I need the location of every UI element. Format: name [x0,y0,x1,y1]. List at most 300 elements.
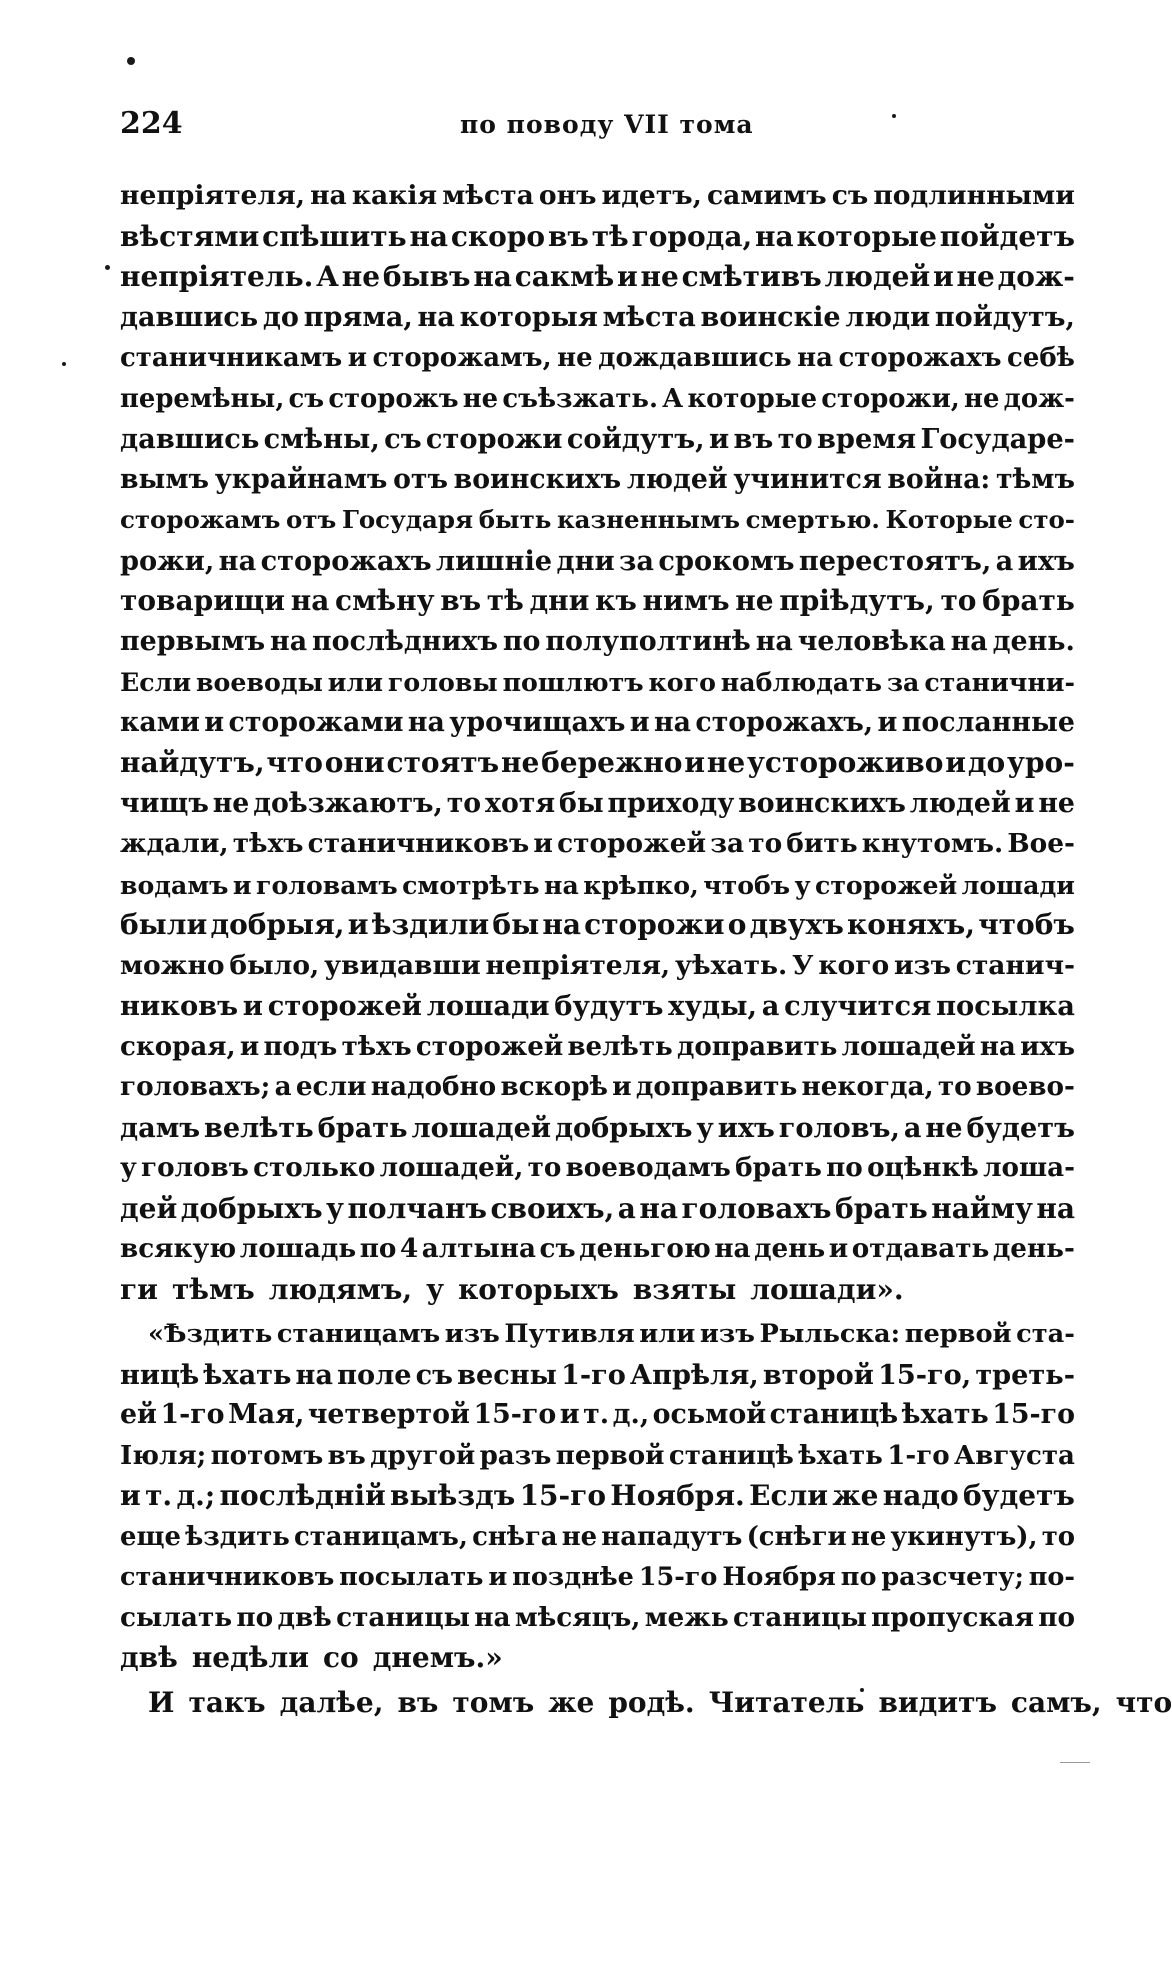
word: посылать [339,1562,484,1592]
word: пріѣдутъ, [779,584,935,617]
word: съ [384,423,422,455]
paragraph [120,1314,1075,1679]
word: бывъ [382,260,471,293]
word: мѣсяцъ, [514,1601,641,1633]
word: лошади». [750,1272,904,1306]
paragraph [120,1683,1172,1724]
word: на [270,625,308,657]
word: которые [687,383,818,414]
word: день. [992,625,1075,657]
word: ѣздить [185,1521,290,1552]
word: станицѣ [668,1440,794,1471]
word: увидавши [324,949,481,981]
word: станицамъ [276,1319,441,1349]
word: И [148,1685,175,1719]
word: «Ѣздить [148,1319,273,1349]
word: пошлютъ [502,667,644,697]
word: кого [648,667,716,697]
word: второй [762,1358,874,1391]
word: 1-го [560,1358,626,1391]
word: и [347,908,369,941]
word: Рыльска: [759,1319,901,1349]
word: тѣхъ [341,1031,412,1062]
word: и [828,1233,849,1264]
word: и [932,260,954,293]
print-speck [127,57,135,65]
word: было, [229,949,320,981]
word: людямъ, [268,1272,413,1306]
word: лошади [426,990,550,1022]
word: сторожахъ [260,544,432,577]
text-line [120,1314,1075,1355]
word: же [548,1685,595,1719]
word: недѣли [191,1641,309,1674]
word: непріятеля, [120,180,306,211]
text-line [120,419,1075,460]
print-scratch [1060,1762,1090,1763]
word: давшись [120,301,259,333]
text-line [120,662,1075,703]
body-text [120,176,1172,1723]
word: которыхъ [458,1272,619,1306]
word: на [654,706,692,738]
word: дождавшись [598,343,792,373]
word: ждали, [120,828,229,859]
word: сторожей [415,1031,564,1062]
word: по [840,1562,877,1592]
word: укинутъ), [890,1521,1038,1552]
text-line [120,946,1075,987]
word: къ [595,584,637,617]
text-line [120,1476,1075,1517]
text-line [120,1067,1075,1108]
word: и [488,1562,508,1592]
word: не [706,746,746,779]
word: на [979,1031,1016,1062]
word: сторожи [425,423,563,455]
word: украйнамъ [214,463,388,495]
word: станицамъ, [294,1521,468,1552]
word: то [940,584,977,617]
text-line [120,1148,1075,1189]
word: или [639,1319,696,1349]
word: (снѣги [746,1521,847,1552]
text-line [120,1108,1075,1149]
word: ѣхать [798,1440,883,1471]
word: головахъ [681,1191,832,1225]
word: можно [120,949,225,981]
word: будетъ [966,1111,1075,1144]
text-line [120,217,1075,258]
word: дни [529,584,590,617]
word: Если [120,667,192,697]
word: хотя [485,787,556,819]
word: не [561,1521,598,1552]
text-line [120,1638,1075,1679]
word: далѣе, [279,1685,384,1719]
word: сторожамъ [120,505,281,534]
word: станичниковъ [120,1562,335,1592]
word: онъ [538,180,597,211]
word: не [956,260,995,293]
word: брать [317,1111,408,1144]
word: въ [397,1685,439,1719]
word: не [557,343,593,373]
print-speck [105,265,110,270]
word: стоятъ [386,746,500,779]
text-line [120,1027,1075,1068]
word: 15-го, [877,1358,972,1391]
word: уѣхать. [674,949,788,981]
word: то [777,423,813,455]
word: изъ [444,1319,500,1349]
word: алтына [421,1233,536,1264]
word: У [792,949,814,981]
word: то [527,1152,562,1183]
word: лошадей [411,1111,552,1144]
word: на [714,1233,751,1264]
text-line [120,905,1075,946]
word: воинскіе [700,301,841,333]
word: т. [145,1479,173,1512]
text-line [120,986,1075,1027]
word: двухъ [749,908,844,941]
word: съѣзжать. [502,383,658,414]
text-line [120,743,1075,784]
text-line [120,1355,1075,1396]
word: ницѣ [120,1358,200,1391]
word: и [612,1071,632,1102]
word: у [120,1152,137,1183]
word: Ноября [722,1562,836,1592]
text-line [120,1229,1075,1270]
word: кого [818,949,890,981]
word: смотрѣть [402,869,540,900]
word: съ [288,383,325,414]
word: на [218,544,257,577]
word: сторожахъ [838,343,1002,373]
word: ей [120,1399,157,1430]
word: или [327,667,384,697]
word: на [310,180,347,211]
word: за [710,828,745,859]
word: найдутъ, [120,746,265,779]
word: разъ [479,1440,552,1471]
word: не [640,260,679,293]
word: доправить [635,1071,798,1102]
word: мѣста [442,180,534,211]
word: бить [786,828,858,859]
text-line [120,257,1075,298]
word: станицѣ [769,1399,899,1430]
word: лошадь [239,1233,357,1264]
word: до [967,746,1006,779]
word: наблюдать [720,667,883,697]
word: Мая, [228,1399,305,1430]
word: чтобъ [703,869,791,900]
word: крѣпко, [583,869,699,900]
word: и [629,706,650,738]
word: деньгою [579,1233,711,1264]
word: 15-го [638,1562,718,1592]
word: четвертой [307,1399,470,1430]
page-header [120,106,1075,146]
word: бы [559,787,604,819]
word: воинскихъ [738,787,906,819]
word: и [945,746,967,779]
word: головамъ [256,869,398,900]
text-line [120,622,1075,663]
word: а [995,544,1014,577]
word: ѣздили [371,908,490,941]
word: д., [612,1399,650,1430]
word: сторожахъ, [695,706,874,738]
word: на [755,625,793,657]
word: Государя [341,505,474,534]
text-line [120,703,1075,744]
word: воево- [975,1071,1075,1102]
word: въ [733,423,774,455]
word: двѣ [120,1641,178,1674]
text-line [120,500,1075,541]
text-line [120,176,1075,217]
word: такъ [188,1685,266,1719]
word: велѣть [567,1031,673,1062]
word: которыя [459,301,598,333]
word: бы [492,908,540,941]
word: головъ [141,1152,249,1183]
word: день [754,1233,826,1264]
word: тѣмъ [995,463,1075,495]
text-line [120,1436,1075,1477]
word: на [639,1191,679,1225]
word: поле [337,1358,412,1391]
word: Іюля; [120,1440,207,1471]
word: добрыхъ [180,1191,323,1225]
word: изъ [699,1319,755,1349]
word: самъ, [1010,1685,1102,1719]
word: въ [440,584,482,617]
word: будетъ [962,1479,1075,1512]
word: людей [909,787,1011,819]
word: на [544,869,579,900]
word: на [950,625,988,657]
word: станицы [336,1601,470,1633]
word: смертью. [745,505,880,534]
word: непріятеля, [485,949,671,981]
word: непріятель. [120,260,314,293]
word: 15-го [992,1399,1075,1430]
word: пряма, [303,301,413,333]
text-line [120,784,1075,825]
word: смѣну [335,584,435,617]
word: на [407,706,445,738]
word: 4 [399,1233,419,1264]
word: и [877,706,898,738]
word: сто- [1018,505,1075,534]
word: Апрѣля, [629,1358,759,1391]
word: людей [626,463,728,495]
word: что [1115,1685,1172,1719]
word: а [761,990,780,1022]
word: сторожи [584,908,725,941]
word: устороживо [747,746,944,779]
word: нападутъ [601,1521,743,1552]
word: человѣка [797,625,946,657]
word: первой [904,1319,1012,1349]
word: перемѣны, [120,383,285,414]
word: скорая, [120,1031,236,1062]
word: Если [749,1479,829,1512]
word: другой [370,1440,476,1471]
text-line [120,824,1075,865]
word: первымъ [120,625,266,657]
word: и [559,1399,580,1430]
word: всякую [120,1233,237,1264]
word: осьмой [652,1399,767,1430]
word: день- [992,1233,1075,1264]
word: томъ [452,1685,535,1719]
word: если [295,1071,367,1102]
text-line [120,1270,1075,1311]
word: рожи, [120,544,215,577]
word: по [826,1152,863,1183]
word: посланные [901,706,1075,738]
word: т. [583,1399,610,1430]
word: о [727,908,747,941]
word: не [735,584,774,617]
word: воеводы [196,667,323,697]
word: что [266,746,323,779]
word: кнутомъ. [861,828,1004,859]
word: и [239,1031,260,1062]
word: послѣдній [219,1479,386,1512]
word: 15-го [473,1399,557,1430]
text-line [120,1395,1075,1436]
page-number: 224 [120,106,183,141]
word: и [708,423,730,455]
word: чтобъ [978,908,1075,941]
word: подъ [263,1031,338,1062]
word: и [120,1479,141,1512]
word: время [817,423,917,455]
word: то [937,1071,972,1102]
word: худы, [668,990,757,1022]
word: сторожи, [821,383,960,414]
word: и [616,260,638,293]
word: станичниковъ [307,828,530,859]
word: которые [796,219,937,253]
word: на [295,1358,333,1391]
word: позднѣе [512,1562,634,1592]
word: учинится [733,463,882,495]
word: не [964,383,1000,414]
word: разсчету; [881,1562,1024,1592]
word: послѣднихъ [312,625,498,657]
word: тѣ [591,219,629,253]
word: на [1036,1191,1075,1225]
word: и [204,706,225,738]
word: съ [831,180,869,211]
word: сторожей [815,869,958,900]
word: сторожъ [328,383,459,414]
word: а [903,1111,922,1144]
word: приходу [607,787,735,819]
text-line [120,1517,1075,1558]
word: двѣ [277,1601,332,1633]
word: станич- [955,949,1075,981]
word: срокомъ [658,544,795,577]
word: города, [631,219,753,253]
word: добрыя, [210,908,345,941]
word: люди [845,301,931,333]
word: Государе- [920,423,1075,455]
word: случится [784,990,932,1022]
word: давшись [120,423,260,455]
word: самимъ [707,180,827,211]
word: брать [835,1191,928,1225]
word: на [290,584,330,617]
word: ѣхать [901,1399,989,1430]
word: не [462,383,499,414]
word: война: [887,463,991,495]
word: ками [120,706,200,738]
word: 1-го [160,1399,225,1430]
word: найму [931,1191,1033,1225]
word: на [797,343,833,373]
word: то [446,787,482,819]
word: а [617,1191,636,1225]
word: у [326,1191,344,1225]
word: ги [120,1272,158,1306]
word: своихъ, [490,1191,615,1225]
text-line [120,338,1075,379]
word: вѣстями [120,219,260,253]
word: воеводамъ [565,1152,731,1183]
word: доѣзжаютъ, [253,787,443,819]
word: тѣмъ [171,1272,255,1306]
word: лошадей [841,1031,976,1062]
word: столько [253,1152,376,1183]
word: ста- [1016,1319,1075,1349]
word: у [426,1272,445,1306]
word: станични- [924,667,1075,697]
word: брать [982,584,1075,617]
word: на [409,219,449,253]
paragraph [120,176,1075,1310]
word: и [684,746,706,779]
word: идетъ, [601,180,702,211]
running-head: по поводу VII тома [460,110,754,139]
text-line [120,460,1075,501]
text-line [120,541,1075,582]
word: какія [351,180,438,211]
word: сторожей [267,990,422,1022]
word: скоро [450,219,546,253]
word: смѣны, [263,423,380,455]
word: и [533,828,553,859]
word: пойдетъ [939,219,1075,253]
word: дож- [1003,383,1075,414]
word: вскорѣ [500,1071,608,1102]
word: не [925,1111,963,1144]
word: по [1038,1601,1075,1633]
word: лошадей, [379,1152,524,1183]
word: на [755,219,794,253]
text-line [120,1557,1075,1598]
text-line [120,581,1075,622]
word: на [417,301,455,333]
